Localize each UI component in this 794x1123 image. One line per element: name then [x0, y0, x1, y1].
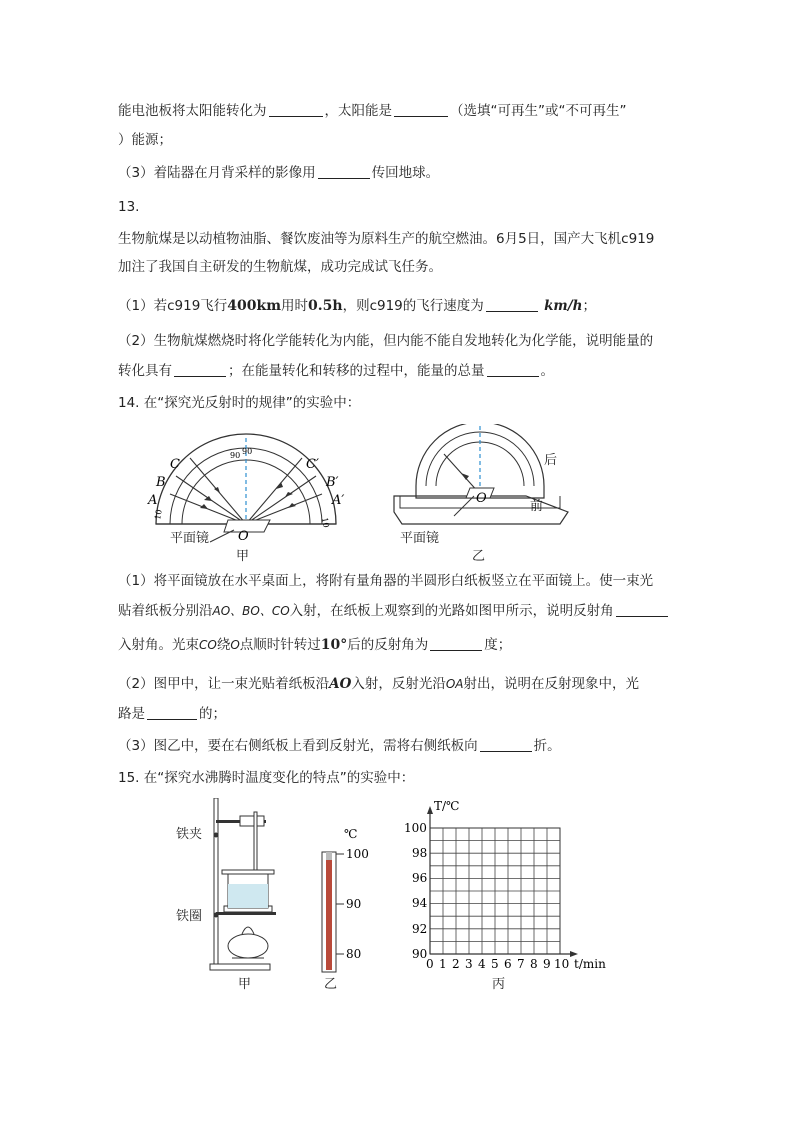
ray-label-c: C — [170, 457, 180, 472]
text: （3）着陆器在月背采样的影像用 — [118, 165, 316, 181]
figure-caption: 丙 — [492, 977, 506, 992]
reflection-figure — [130, 424, 590, 564]
text: 入射，反射光沿 — [351, 676, 446, 692]
tick-label: 6 — [504, 957, 512, 971]
text: 入射角。光束 — [118, 637, 199, 653]
figure-caption: 乙 — [472, 549, 486, 564]
text: 能电池板将太阳能转化为 — [118, 103, 267, 119]
tick-label: 100 — [346, 847, 369, 861]
answer-blank[interactable] — [480, 737, 532, 752]
axis-label: t/min — [574, 957, 606, 971]
math-value: 0.5h — [308, 298, 343, 314]
tick-label: 10 — [554, 957, 570, 971]
back-label: 后 — [544, 453, 558, 468]
question-stem — [118, 768, 414, 788]
answer-blank[interactable] — [318, 164, 370, 179]
text: ，太阳能是 — [324, 103, 392, 119]
text: 传回地球。 — [371, 165, 440, 181]
figure-caption: 乙 — [324, 977, 338, 992]
temperature-grid — [404, 799, 606, 992]
protractor-jia — [147, 434, 344, 564]
apparatus — [176, 798, 276, 992]
answer-blank[interactable] — [147, 705, 197, 720]
text: ）能源； — [118, 132, 172, 148]
tick-label: 8 — [530, 957, 538, 971]
tick-label: 5 — [491, 957, 499, 971]
scale-label: 90 — [242, 447, 253, 456]
text: 绕 — [216, 637, 231, 653]
text-line — [118, 331, 653, 351]
tick-label: 1 — [439, 957, 447, 971]
tick-label: 94 — [412, 896, 428, 910]
text: 射出，说明在反射现象中，光 — [463, 676, 639, 692]
text-line — [118, 361, 554, 381]
text: （1）将平面镜放在水平桌面上，将附有量角器的半圆形白纸板竖立在平面镜上。使一束光 — [118, 573, 654, 589]
text: ；在能量转化和转移的过程中，能量的总量 — [228, 363, 485, 379]
unit-label: ℃ — [344, 827, 358, 841]
math-unit: km/h — [544, 298, 583, 314]
text: （1）若c919飞行 — [118, 298, 228, 314]
text-line — [118, 130, 172, 150]
figure-caption: 甲 — [238, 977, 252, 992]
text: 生物航煤是以动植物油脂、餐饮废油等为原料生产的航空燃油。6月5日，国产大飞机c919 — [118, 231, 655, 247]
text: 加注了我国自主研发的生物航煤，成功完成试飞任务。 — [118, 259, 442, 275]
ray-label-a-prime: A′ — [332, 493, 345, 508]
text: 贴着纸板分别沿 — [118, 603, 213, 619]
ray-label-a: A — [148, 493, 158, 508]
text: （选填“可再生”或“不可再生” — [450, 103, 627, 119]
text: 。 — [540, 363, 554, 379]
text: 15. 在“探究水沸腾时温度变化的特点”的实验中： — [118, 770, 415, 786]
text-line — [118, 704, 226, 724]
answer-blank[interactable] — [174, 362, 226, 377]
text: 的； — [199, 706, 226, 722]
boiling-figure — [170, 798, 610, 998]
tick-label: 90 — [412, 947, 428, 961]
point-o-label: O — [476, 491, 487, 506]
tick-label: 90 — [346, 897, 362, 911]
thermometer — [322, 827, 369, 992]
mirror-label: 平面镜 — [170, 531, 210, 546]
text: 转化具有 — [118, 363, 172, 379]
text-line — [118, 296, 596, 316]
text: 入射，在纸板上观察到的光路如图甲所示，说明反射角 — [289, 603, 614, 619]
text: ，则c919的飞行速度为 — [342, 298, 484, 314]
math-value: AO — [329, 676, 352, 692]
scale-label: 90 — [230, 451, 241, 460]
tick-label: 7 — [517, 957, 525, 971]
tick-label: 96 — [412, 871, 428, 885]
text: ； — [582, 298, 596, 314]
text-line — [118, 635, 511, 655]
text: 用时 — [281, 298, 309, 314]
front-label: 前 — [530, 499, 544, 514]
answer-blank[interactable] — [616, 602, 668, 617]
text: 折。 — [533, 738, 561, 754]
tick-label: 4 — [478, 957, 486, 971]
answer-blank[interactable] — [269, 102, 323, 117]
tick-label: 98 — [412, 846, 428, 860]
clamp-label: 铁夹 — [176, 827, 203, 842]
ray-label-c-prime: C′ — [306, 457, 319, 472]
ray-label-b-prime: B′ — [326, 475, 339, 490]
text-line — [118, 229, 654, 249]
tick-label: 100 — [404, 821, 427, 835]
question-stem — [118, 393, 360, 413]
answer-blank[interactable] — [486, 297, 538, 312]
text-line — [118, 163, 439, 183]
scale-label: 10 — [153, 508, 164, 521]
ray-label-b: B — [156, 475, 166, 490]
math-value: 10° — [320, 637, 348, 653]
tick-label: 92 — [412, 922, 428, 936]
text: （2）生物航煤燃烧时将化学能转化为内能，但内能不能自发地转化为化学能，说明能量的 — [118, 333, 654, 349]
tick-label: 0 — [426, 957, 434, 971]
tick-label: 3 — [465, 957, 473, 971]
axis-label: T/℃ — [434, 799, 460, 813]
figure-caption: 甲 — [236, 549, 250, 564]
text-line — [118, 601, 670, 621]
scale-label: 10 — [320, 516, 331, 529]
math-value: CO — [199, 638, 217, 652]
text: 度； — [484, 637, 512, 653]
text: 13. — [118, 199, 140, 215]
mirror-label: 平面镜 — [400, 531, 440, 546]
text-line — [118, 257, 442, 277]
point-o-label: O — [238, 529, 249, 544]
tick-label: 9 — [543, 957, 551, 971]
tick-label: 2 — [452, 957, 460, 971]
math-value: OA — [445, 677, 464, 691]
question-number — [118, 197, 139, 217]
text-line — [118, 101, 626, 121]
ring-label: 铁圈 — [176, 909, 203, 924]
text-line — [118, 571, 653, 591]
text: （2）图甲中，让一束光贴着纸板沿 — [118, 676, 330, 692]
text-line — [118, 736, 561, 756]
text: 后的反射角为 — [347, 637, 429, 653]
answer-blank[interactable] — [487, 362, 539, 377]
math-value: O — [230, 638, 240, 652]
math-value: 400km — [227, 298, 282, 314]
text: 路是 — [118, 706, 145, 722]
tick-label: 80 — [346, 947, 362, 961]
protractor-yi — [394, 424, 568, 564]
math-value: AO、BO、CO — [212, 604, 290, 618]
text: 14. 在“探究光反射时的规律”的实验中： — [118, 395, 361, 411]
answer-blank[interactable] — [394, 102, 448, 117]
text: （3）图乙中，要在右侧纸板上看到反射光，需将右侧纸板向 — [118, 738, 478, 754]
answer-blank[interactable] — [430, 636, 482, 651]
text-line — [118, 674, 639, 694]
text: 点顺时针转过 — [239, 637, 321, 653]
